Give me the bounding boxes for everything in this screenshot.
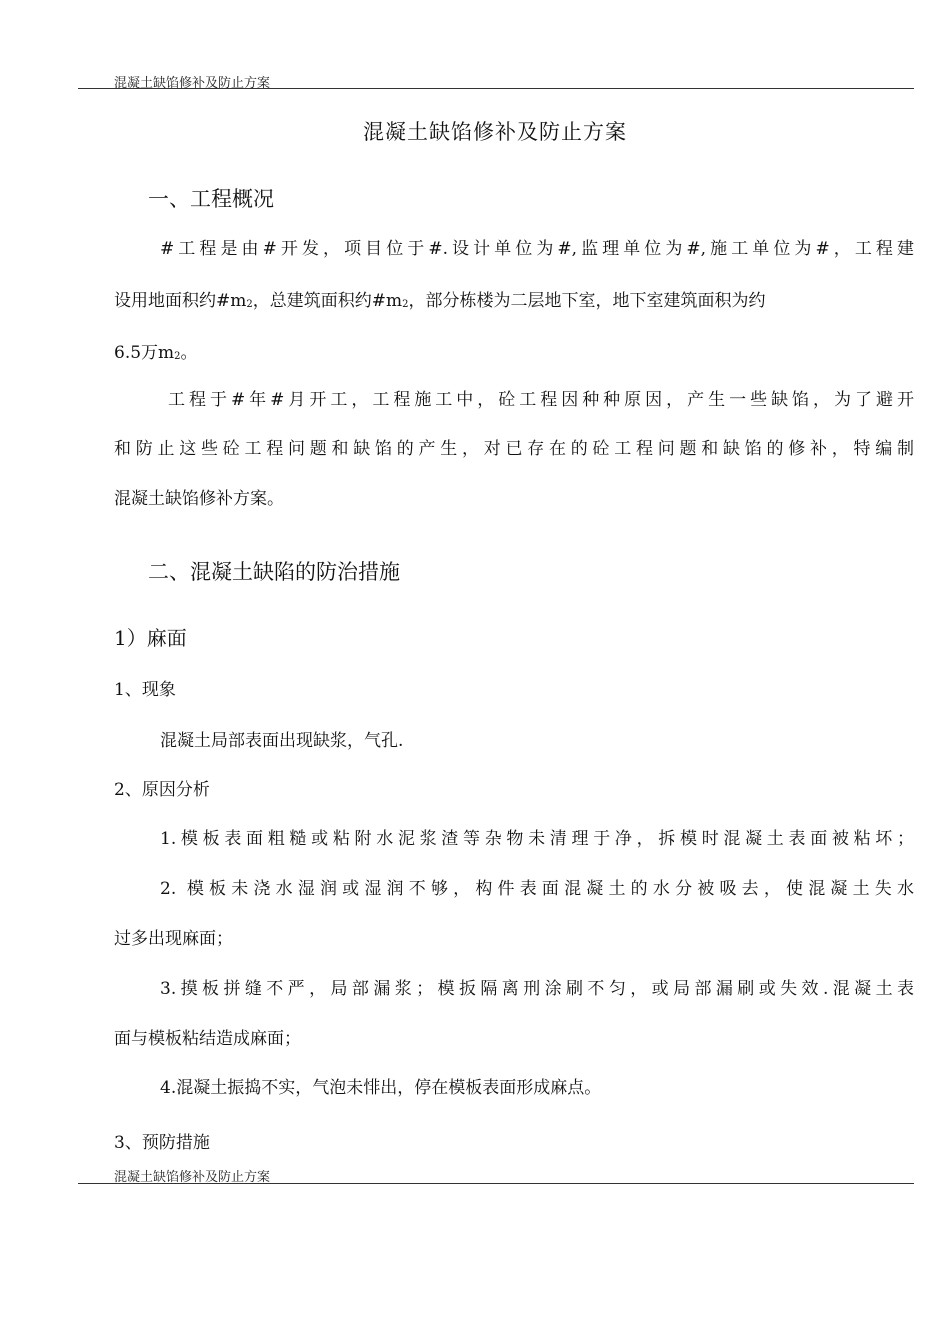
- p1-l2b-sub: 2: [402, 299, 409, 310]
- paragraph-1-line-2: [114, 286, 914, 311]
- cause-1: 1.模板表面粗糙或粘附水泥浆渣等杂物未清理于净，拆模时混凝土表面被粘坏；: [160, 829, 914, 849]
- paragraph-1-line-3: [114, 338, 198, 363]
- cause-2-line-1: 2. 模板未浇水湿润或湿润不够，构件表面混凝土的水分被吸去，使混凝土失水: [160, 879, 914, 899]
- subheading-mamian: 1）麻面: [114, 626, 187, 650]
- paragraph-2-line-1: 工程于#年#月开工，工程施工中，砼工程因种种原因，产生一些缺馅，为了避开: [168, 390, 914, 410]
- cause-2-line-2: 过多出现麻面；: [114, 929, 233, 949]
- paragraph-2-line-3: 混凝土缺馅修补方案。: [114, 489, 284, 509]
- cause-3-line-1: 3.摸板拼缝不严，局部漏浆；模扳隔离刑涂刷不匀，或局部漏刷或失效.混凝土表: [160, 979, 914, 999]
- paragraph-1-line-1: #工程是由#开发，项目位于#.设计单位为#,监理单位为#,施工单位为#，工程建: [160, 239, 914, 259]
- item-2-label: 2、原因分析: [114, 780, 210, 800]
- section-heading-2: 二、混凝土缺陷的防治措施: [148, 560, 400, 584]
- paragraph-2-line-2: 和防止这些砼工程问题和缺馅的产生，对已存在的砼工程问题和缺馅的修补，特编制: [114, 439, 914, 459]
- header-rule: [78, 88, 914, 89]
- item-3-label: 3、预防措施: [114, 1133, 210, 1153]
- p1-l3-sub: 2: [174, 351, 181, 362]
- p1-l2-b: ，总建筑面积约#m: [252, 291, 403, 311]
- p1-l3-b: 。: [180, 343, 198, 363]
- page-header: 混凝土缺馅修补及防止方案: [114, 76, 271, 91]
- p1-l2-sub: 2: [246, 299, 253, 310]
- footer-rule: [78, 1183, 914, 1184]
- item-1-text: 混凝土局部表面出现缺浆，气孔.: [160, 731, 404, 751]
- page-footer: 混凝土缺馅修补及防止方案: [114, 1170, 271, 1185]
- p1-l2-c: ，部分栋楼为二层地下室，地下室建筑面积为约: [408, 291, 766, 311]
- p1-l3-a: 6.5万m: [114, 343, 175, 363]
- p1-l2-a: 设用地面积约#m: [114, 291, 247, 311]
- section-heading-1: 一、工程概况: [148, 187, 274, 211]
- document-title: 混凝土缺馅修补及防止方案: [363, 120, 627, 144]
- cause-4: 4.混凝土振捣不实，气泡未悱出，停在模板表面形成麻点。: [160, 1078, 602, 1098]
- item-1-label: 1、现象: [114, 680, 176, 700]
- cause-3-line-2: 面与模板粘结造成麻面；: [114, 1029, 301, 1049]
